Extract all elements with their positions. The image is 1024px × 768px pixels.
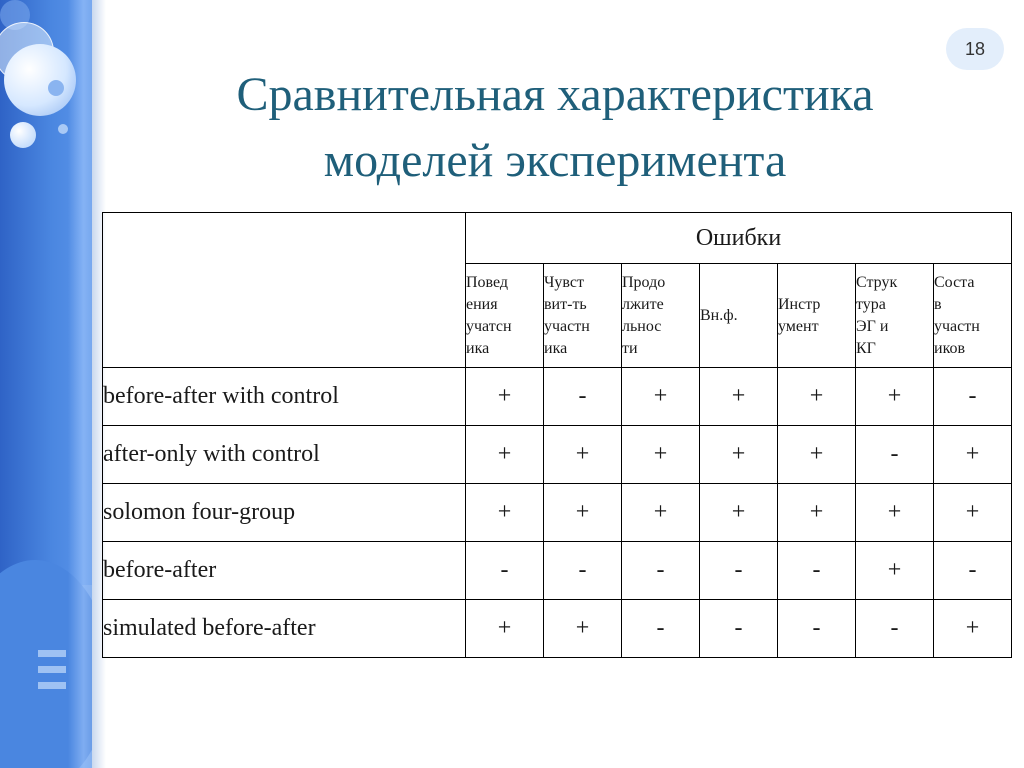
- model-name-cell: after-only with control: [103, 426, 466, 484]
- mark-cell: -: [778, 542, 856, 600]
- column-header-line: ика: [544, 339, 568, 357]
- bubble-decoration: [4, 44, 76, 116]
- mark-cell: -: [544, 542, 622, 600]
- bubble-decoration: [10, 122, 36, 148]
- mark-cell: -: [856, 426, 934, 484]
- column-header-line: Соста: [934, 273, 975, 291]
- column-header-line: ика: [466, 339, 490, 357]
- column-header-line: тура: [856, 295, 886, 313]
- column-header: [700, 264, 778, 368]
- model-name-cell: before-after with control: [103, 368, 466, 426]
- slide-title-line1: Сравнительная характеристика: [236, 68, 874, 121]
- mark-cell: +: [700, 368, 778, 426]
- mark-cell: +: [622, 426, 700, 484]
- table-row: [103, 368, 1012, 426]
- mark-cell: +: [622, 368, 700, 426]
- column-header-line: Инстр: [778, 295, 821, 313]
- column-header-line: участн: [934, 317, 980, 335]
- column-header-line: учатсн: [466, 317, 512, 335]
- mark-cell: +: [778, 368, 856, 426]
- mark-cell: +: [778, 484, 856, 542]
- model-name-cell: solomon four-group: [103, 484, 466, 542]
- mark-cell: +: [856, 484, 934, 542]
- column-header: [856, 264, 934, 368]
- table-body: [103, 368, 1012, 658]
- column-header: [622, 264, 700, 368]
- mark-cell: +: [934, 600, 1012, 658]
- column-header-line: льнос: [622, 317, 662, 335]
- decorative-sidebar: [0, 0, 92, 768]
- column-header-line: КГ: [856, 339, 876, 357]
- mark-cell: -: [934, 368, 1012, 426]
- column-header-line: ти: [622, 339, 638, 357]
- table-row: [103, 600, 1012, 658]
- mark-cell: -: [700, 542, 778, 600]
- column-header-line: Повед: [466, 273, 509, 291]
- corner-cell: [103, 213, 466, 368]
- bubble-decoration: [58, 124, 68, 134]
- mark-cell: -: [778, 600, 856, 658]
- column-header-line: лжите: [622, 295, 664, 313]
- mark-cell: +: [544, 426, 622, 484]
- slide-number-badge: 18: [946, 28, 1004, 70]
- column-header-line: участн: [544, 317, 590, 335]
- stripes-icon: [38, 650, 66, 698]
- column-header-line: в: [934, 295, 942, 313]
- column-header: [466, 264, 544, 368]
- column-header: [778, 264, 856, 368]
- errors-group-header: Ошибки: [466, 213, 1012, 264]
- mark-cell: -: [700, 600, 778, 658]
- mark-cell: +: [466, 484, 544, 542]
- model-name-cell: before-after: [103, 542, 466, 600]
- column-header-line: вит-ть: [544, 295, 587, 313]
- comparison-table: [102, 212, 1012, 658]
- column-header-line: Продо: [622, 273, 666, 291]
- mark-cell: +: [466, 426, 544, 484]
- table-row: [103, 426, 1012, 484]
- column-header-line: ения: [466, 295, 498, 313]
- column-header-line: Чувст: [544, 273, 584, 291]
- bubble-decoration: [48, 80, 64, 96]
- mark-cell: +: [544, 484, 622, 542]
- mark-cell: +: [856, 542, 934, 600]
- mark-cell: -: [544, 368, 622, 426]
- mark-cell: -: [622, 542, 700, 600]
- mark-cell: +: [544, 600, 622, 658]
- mark-cell: +: [700, 484, 778, 542]
- column-header-line: иков: [934, 339, 966, 357]
- slide-title-line2: моделей эксперимента: [323, 134, 787, 187]
- mark-cell: +: [934, 426, 1012, 484]
- mark-cell: +: [934, 484, 1012, 542]
- table-row: [103, 484, 1012, 542]
- mark-cell: +: [856, 368, 934, 426]
- slide-title: [110, 62, 1000, 194]
- mark-cell: -: [466, 542, 544, 600]
- mark-cell: +: [700, 426, 778, 484]
- column-header-line: Струк: [856, 273, 898, 291]
- column-header-line: умент: [778, 317, 819, 335]
- mark-cell: -: [856, 600, 934, 658]
- sidebar-highlight: [68, 0, 92, 768]
- column-header: [544, 264, 622, 368]
- table-row: [103, 542, 1012, 600]
- column-header-line: Вн.ф.: [700, 306, 738, 324]
- header-row: [103, 213, 1012, 264]
- mark-cell: -: [934, 542, 1012, 600]
- mark-cell: +: [778, 426, 856, 484]
- mark-cell: +: [622, 484, 700, 542]
- column-header-line: ЭГ и: [856, 317, 889, 335]
- mark-cell: +: [466, 368, 544, 426]
- column-header: [934, 264, 1012, 368]
- mark-cell: +: [466, 600, 544, 658]
- model-name-cell: simulated before-after: [103, 600, 466, 658]
- mark-cell: -: [622, 600, 700, 658]
